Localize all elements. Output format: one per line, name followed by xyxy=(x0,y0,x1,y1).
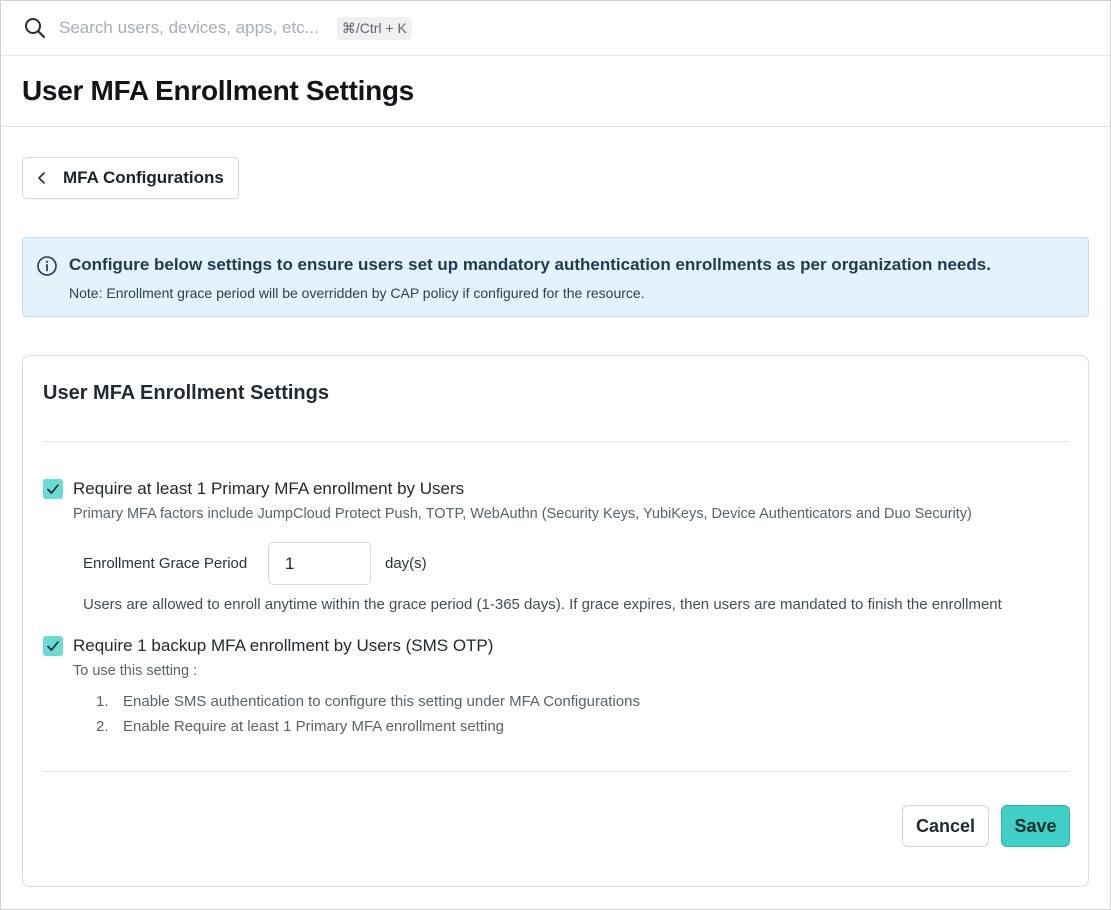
info-banner xyxy=(22,237,1089,317)
back-button-label: MFA Configurations xyxy=(63,168,224,187)
page-title: User MFA Enrollment Settings xyxy=(22,75,414,106)
global-search-bar[interactable] xyxy=(1,1,1110,56)
backup-mfa-checkbox[interactable] xyxy=(43,636,63,656)
backup-mfa-instructions: To use this setting : xyxy=(73,663,198,679)
list-item xyxy=(96,718,640,743)
info-banner-note: Note: Enrollment grace period will be overridden by CAP policy if configured for the resource. xyxy=(69,285,645,301)
divider xyxy=(43,771,1069,772)
step-number: 2. xyxy=(96,718,109,735)
grace-period-label: Enrollment Grace Period xyxy=(83,555,248,572)
search-icon xyxy=(23,16,47,40)
search-input[interactable]: Search users, devices, apps, etc... xyxy=(59,18,319,37)
grace-period-unit: day(s) xyxy=(385,555,427,572)
save-button[interactable]: Save xyxy=(1001,805,1070,847)
primary-mfa-description: Primary MFA factors include JumpCloud Protect Push, TOTP, WebAuthn (Security Keys, YubiKeys, Device Authenticators and Duo Security) xyxy=(73,506,972,522)
step-text: Enable Require at least 1 Primary MFA enrollment setting xyxy=(123,718,505,735)
chevron-left-icon xyxy=(35,171,49,185)
checkmark-icon xyxy=(46,639,60,653)
list-item xyxy=(96,693,640,718)
step-text: Enable SMS authentication to configure this setting under MFA Configurations xyxy=(123,693,640,710)
grace-period-input[interactable] xyxy=(268,542,371,585)
info-banner-title: Configure below settings to ensure users set up mandatory authentication enrollments as per organization needs. xyxy=(69,255,991,274)
grace-period-help: Users are allowed to enroll anytime within the grace period (1-365 days). If grace expires, then users are mandated to finish the enrollment xyxy=(83,596,1002,613)
page-header xyxy=(1,56,1110,127)
back-to-mfa-configurations-button[interactable] xyxy=(22,157,239,199)
backup-mfa-label: Require 1 backup MFA enrollment by Users (SMS OTP) xyxy=(73,636,494,655)
step-number: 1. xyxy=(96,693,109,710)
info-icon xyxy=(36,255,58,277)
enrollment-settings-card xyxy=(22,355,1089,887)
checkmark-icon xyxy=(46,482,60,496)
primary-mfa-checkbox[interactable] xyxy=(43,479,63,499)
cancel-button[interactable]: Cancel xyxy=(902,805,989,847)
divider xyxy=(43,441,1069,442)
primary-mfa-label: Require at least 1 Primary MFA enrollment by Users xyxy=(73,479,465,498)
card-title: User MFA Enrollment Settings xyxy=(43,382,329,404)
backup-steps-list xyxy=(96,693,640,743)
keyboard-shortcut-badge: ⌘/Ctrl + K xyxy=(337,17,412,40)
